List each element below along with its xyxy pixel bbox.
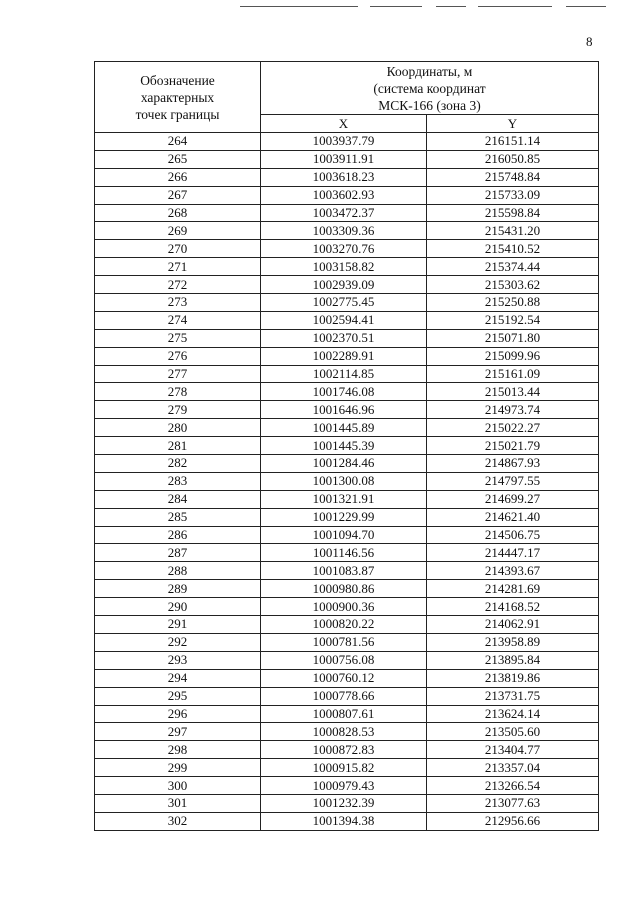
top-rule <box>436 6 466 7</box>
point-cell: 289 <box>95 580 261 598</box>
point-cell: 301 <box>95 794 261 812</box>
table-row <box>95 490 599 508</box>
y-cell: 215598.84 <box>427 204 599 222</box>
x-cell: 1003602.93 <box>261 186 427 204</box>
x-cell: 1003618.23 <box>261 168 427 186</box>
x-cell: 1001646.96 <box>261 401 427 419</box>
point-cell: 286 <box>95 526 261 544</box>
x-cell: 1002939.09 <box>261 276 427 294</box>
point-cell: 293 <box>95 651 261 669</box>
point-cell: 298 <box>95 741 261 759</box>
table-row <box>95 741 599 759</box>
y-cell: 214168.52 <box>427 598 599 616</box>
table-row <box>95 276 599 294</box>
x-cell: 1001232.39 <box>261 794 427 812</box>
table-row <box>95 544 599 562</box>
table-row <box>95 455 599 473</box>
x-cell: 1002289.91 <box>261 347 427 365</box>
y-cell: 215748.84 <box>427 168 599 186</box>
table-row <box>95 794 599 812</box>
header-point-designation-label: Обозначение характерных точек границы <box>135 72 220 122</box>
y-cell: 214062.91 <box>427 616 599 634</box>
y-cell: 215303.62 <box>427 276 599 294</box>
x-cell: 1000979.43 <box>261 777 427 795</box>
x-cell: 1001300.08 <box>261 472 427 490</box>
header-point-designation <box>95 62 261 133</box>
x-cell: 1000781.56 <box>261 633 427 651</box>
point-cell: 277 <box>95 365 261 383</box>
x-cell: 1001146.56 <box>261 544 427 562</box>
header-coordinates-label: Координаты, м (система координат МСК-166 (зона 3) <box>373 63 486 113</box>
top-rule <box>370 6 422 7</box>
x-cell: 1001746.08 <box>261 383 427 401</box>
table-row <box>95 759 599 777</box>
x-cell: 1000760.12 <box>261 669 427 687</box>
point-cell: 269 <box>95 222 261 240</box>
y-cell: 213357.04 <box>427 759 599 777</box>
point-cell: 268 <box>95 204 261 222</box>
table-body <box>95 133 599 831</box>
point-cell: 288 <box>95 562 261 580</box>
x-cell: 1002594.41 <box>261 311 427 329</box>
y-cell: 215374.44 <box>427 258 599 276</box>
table-row <box>95 383 599 401</box>
y-cell: 214867.93 <box>427 455 599 473</box>
point-cell: 290 <box>95 598 261 616</box>
header-coordinates <box>261 62 599 115</box>
table-row <box>95 365 599 383</box>
x-cell: 1000872.83 <box>261 741 427 759</box>
point-cell: 299 <box>95 759 261 777</box>
y-cell: 215250.88 <box>427 294 599 312</box>
x-cell: 1001284.46 <box>261 455 427 473</box>
table-row <box>95 508 599 526</box>
point-cell: 267 <box>95 186 261 204</box>
y-cell: 214447.17 <box>427 544 599 562</box>
table-row <box>95 633 599 651</box>
point-cell: 276 <box>95 347 261 365</box>
point-cell: 273 <box>95 294 261 312</box>
table-row <box>95 204 599 222</box>
x-cell: 1001229.99 <box>261 508 427 526</box>
table-row <box>95 186 599 204</box>
point-cell: 300 <box>95 777 261 795</box>
table-row <box>95 437 599 455</box>
point-cell: 265 <box>95 150 261 168</box>
point-cell: 284 <box>95 490 261 508</box>
point-cell: 297 <box>95 723 261 741</box>
y-cell: 215022.27 <box>427 419 599 437</box>
point-cell: 272 <box>95 276 261 294</box>
table-row <box>95 580 599 598</box>
point-cell: 278 <box>95 383 261 401</box>
x-cell: 1001321.91 <box>261 490 427 508</box>
x-cell: 1001445.89 <box>261 419 427 437</box>
y-cell: 215733.09 <box>427 186 599 204</box>
y-cell: 216050.85 <box>427 150 599 168</box>
x-cell: 1000756.08 <box>261 651 427 669</box>
point-cell: 291 <box>95 616 261 634</box>
y-cell: 215410.52 <box>427 240 599 258</box>
point-cell: 275 <box>95 329 261 347</box>
point-cell: 274 <box>95 311 261 329</box>
y-cell: 214506.75 <box>427 526 599 544</box>
x-cell: 1002775.45 <box>261 294 427 312</box>
top-rule <box>478 6 552 7</box>
point-cell: 285 <box>95 508 261 526</box>
y-cell: 214973.74 <box>427 401 599 419</box>
table-row <box>95 347 599 365</box>
y-cell: 214281.69 <box>427 580 599 598</box>
table-row <box>95 562 599 580</box>
point-cell: 279 <box>95 401 261 419</box>
table-row <box>95 669 599 687</box>
y-cell: 215161.09 <box>427 365 599 383</box>
table-row <box>95 651 599 669</box>
x-cell: 1001445.39 <box>261 437 427 455</box>
table-row <box>95 616 599 634</box>
y-cell: 213895.84 <box>427 651 599 669</box>
x-cell: 1000828.53 <box>261 723 427 741</box>
y-cell: 212956.66 <box>427 812 599 830</box>
x-cell: 1003472.37 <box>261 204 427 222</box>
x-cell: 1000807.61 <box>261 705 427 723</box>
point-cell: 264 <box>95 133 261 151</box>
point-cell: 281 <box>95 437 261 455</box>
y-cell: 214797.55 <box>427 472 599 490</box>
x-cell: 1003937.79 <box>261 133 427 151</box>
point-cell: 270 <box>95 240 261 258</box>
table-header-row <box>95 62 599 115</box>
table-row <box>95 526 599 544</box>
point-cell: 266 <box>95 168 261 186</box>
y-cell: 215431.20 <box>427 222 599 240</box>
y-cell: 213958.89 <box>427 633 599 651</box>
y-cell: 213404.77 <box>427 741 599 759</box>
x-cell: 1002370.51 <box>261 329 427 347</box>
x-cell: 1000915.82 <box>261 759 427 777</box>
y-cell: 214699.27 <box>427 490 599 508</box>
table-row <box>95 311 599 329</box>
y-cell: 214621.40 <box>427 508 599 526</box>
x-cell: 1002114.85 <box>261 365 427 383</box>
table-row <box>95 777 599 795</box>
x-cell: 1003158.82 <box>261 258 427 276</box>
table-row <box>95 687 599 705</box>
y-cell: 214393.67 <box>427 562 599 580</box>
x-cell: 1001394.38 <box>261 812 427 830</box>
table-row <box>95 168 599 186</box>
point-cell: 271 <box>95 258 261 276</box>
y-cell: 213505.60 <box>427 723 599 741</box>
table-row <box>95 705 599 723</box>
x-cell: 1001083.87 <box>261 562 427 580</box>
point-cell: 282 <box>95 455 261 473</box>
point-cell: 294 <box>95 669 261 687</box>
table-row <box>95 133 599 151</box>
y-cell: 215071.80 <box>427 329 599 347</box>
top-rule <box>240 6 358 7</box>
y-cell: 216151.14 <box>427 133 599 151</box>
point-cell: 283 <box>95 472 261 490</box>
table-row <box>95 294 599 312</box>
y-cell: 215192.54 <box>427 311 599 329</box>
point-cell: 296 <box>95 705 261 723</box>
x-cell: 1003911.91 <box>261 150 427 168</box>
top-rule <box>566 6 606 7</box>
x-cell: 1000820.22 <box>261 616 427 634</box>
y-cell: 213266.54 <box>427 777 599 795</box>
x-cell: 1001094.70 <box>261 526 427 544</box>
page-number: 8 <box>586 34 593 49</box>
y-cell: 213624.14 <box>427 705 599 723</box>
table-row <box>95 258 599 276</box>
point-cell: 295 <box>95 687 261 705</box>
x-cell: 1000900.36 <box>261 598 427 616</box>
table-row <box>95 329 599 347</box>
point-cell: 280 <box>95 419 261 437</box>
table-row <box>95 150 599 168</box>
point-cell: 287 <box>95 544 261 562</box>
table-row <box>95 812 599 830</box>
y-cell: 213819.86 <box>427 669 599 687</box>
table-row <box>95 598 599 616</box>
table-row <box>95 472 599 490</box>
table-row <box>95 419 599 437</box>
header-x: X <box>261 115 427 133</box>
point-cell: 302 <box>95 812 261 830</box>
table-row <box>95 240 599 258</box>
coordinates-table <box>94 61 599 831</box>
x-cell: 1000980.86 <box>261 580 427 598</box>
table-row <box>95 401 599 419</box>
header-y: Y <box>427 115 599 133</box>
y-cell: 213077.63 <box>427 794 599 812</box>
x-cell: 1003309.36 <box>261 222 427 240</box>
table-row <box>95 222 599 240</box>
x-cell: 1003270.76 <box>261 240 427 258</box>
y-cell: 215013.44 <box>427 383 599 401</box>
y-cell: 215021.79 <box>427 437 599 455</box>
y-cell: 213731.75 <box>427 687 599 705</box>
x-cell: 1000778.66 <box>261 687 427 705</box>
point-cell: 292 <box>95 633 261 651</box>
y-cell: 215099.96 <box>427 347 599 365</box>
table-row <box>95 723 599 741</box>
